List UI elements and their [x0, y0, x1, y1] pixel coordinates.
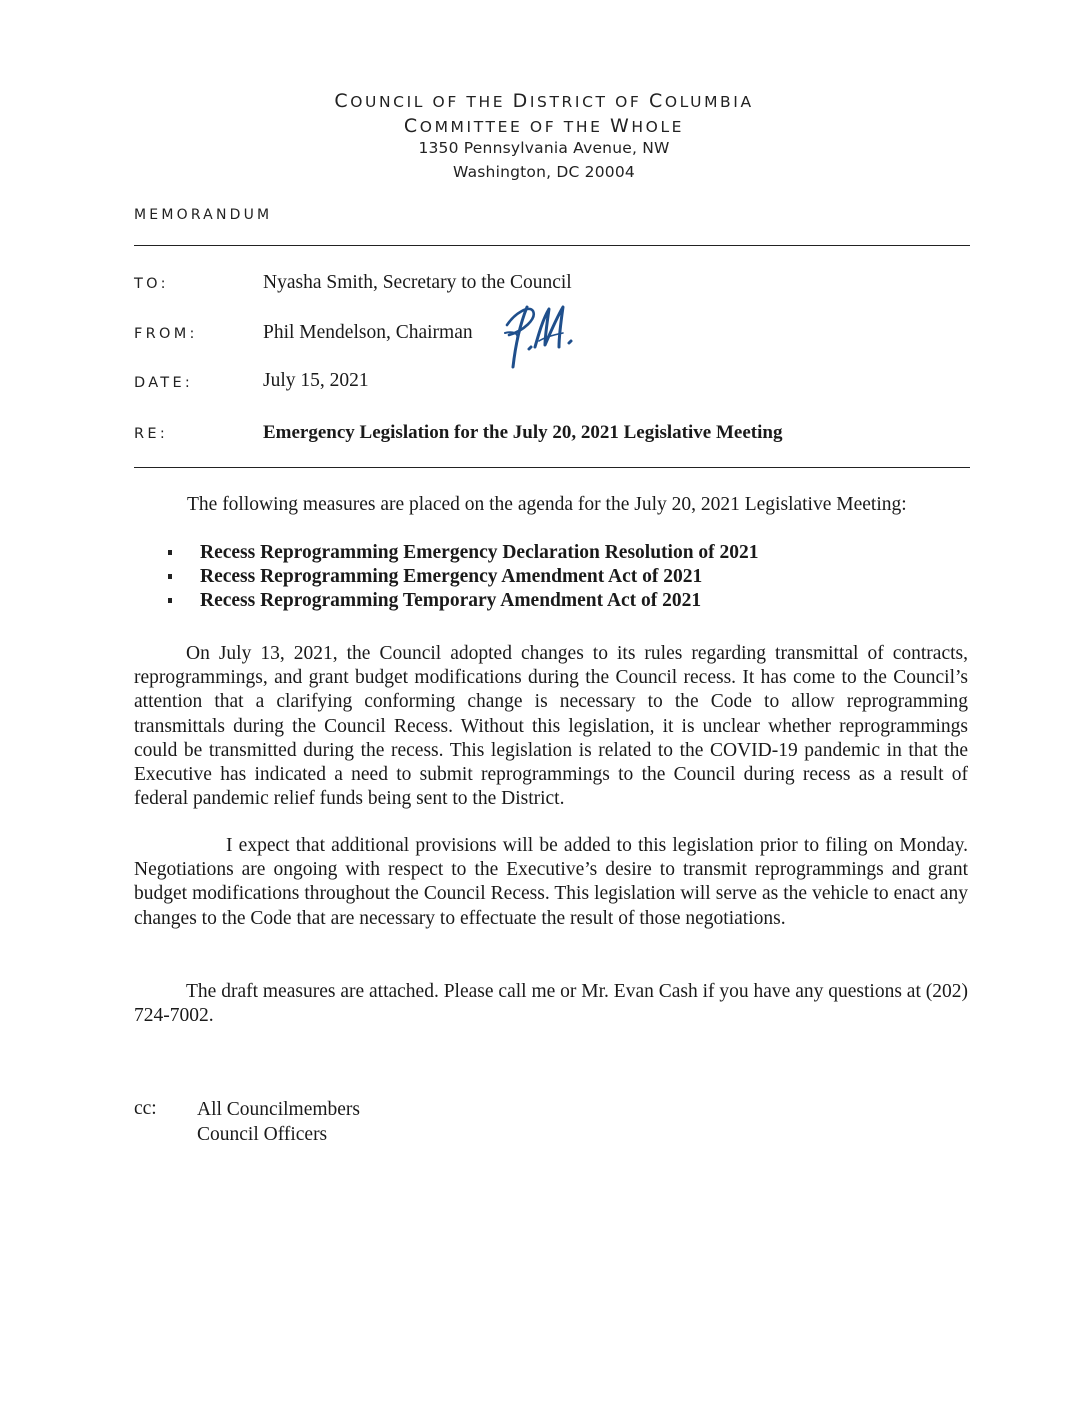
to-value: Nyasha Smith, Secretary to the Council	[263, 272, 572, 293]
measures-list	[168, 542, 759, 614]
measure-title: Recess Reprogramming Emergency Declaration Resolution of 2021	[200, 542, 759, 563]
bullet-icon	[168, 550, 172, 555]
list-item	[168, 566, 759, 590]
intro-text: The following measures are placed on the agenda for the July 20, 2021 Legislative Meeting:	[187, 494, 907, 515]
header-divider	[134, 245, 970, 246]
cc-recipient: All Councilmembers	[197, 1099, 361, 1120]
memorandum-label: MEMORANDUM	[134, 207, 273, 223]
org-name: COUNCIL OF THE DISTRICT OF COLUMBIA	[334, 90, 754, 112]
cc-label: cc:	[134, 1098, 157, 1119]
list-item	[168, 542, 759, 566]
cc-recipient: Council Officers	[197, 1123, 328, 1145]
measure-title: Recess Reprogramming Emergency Amendment Act of 2021	[200, 566, 703, 587]
bullet-icon	[168, 598, 172, 603]
date-value: July 15, 2021	[263, 370, 369, 391]
measure-title: Recess Reprogramming Temporary Amendment Act of 2021	[200, 590, 702, 611]
address-city: Washington, DC 20004	[453, 163, 635, 181]
committee-name: COMMITTEE OF THE WHOLE	[403, 115, 685, 137]
paragraph-negotiations: I expect that additional provisions will be added to this legislation prior to filing on Monday. Negotiations are ongoing with respect to the Executive’s desire to transmit reprogrammings and grant budget modifications throughout the Council Recess. This legislation will serve as the vehicle to enact any changes to the Code that are necessary to effectuate the result of those negotiations.	[134, 835, 968, 929]
re-label: RE:	[134, 426, 169, 442]
list-item	[168, 590, 759, 614]
paragraph-rules-change: On July 13, 2021, the Council adopted changes to its rules regarding transmittal of contracts, reprogrammings, and grant budget modifications during the Council recess. It has come to the Council’s attention that a clarifying conforming change is necessary to the Code to allow reprogramming transmittals during the Council Recess. Without this legislation, it is unclear whether reprogrammings could be transmitted during the recess. This legislation is related to the COVID-19 pandemic in that the Executive has indicated a need to submit reprogrammings to the Council during recess as a result of federal pandemic relief funds being sent to the District.	[134, 643, 968, 810]
fields-divider	[134, 467, 970, 468]
re-subject: Emergency Legislation for the July 20, 2021 Legislative Meeting	[263, 422, 783, 443]
paragraph-contact: The draft measures are attached. Please call me or Mr. Evan Cash if you have any questions at (202) 724-7002.	[134, 981, 968, 1027]
address-street: 1350 Pennsylvania Avenue, NW	[418, 139, 670, 157]
signature-initials	[493, 297, 583, 377]
bullet-icon	[168, 574, 172, 579]
from-label: FROM:	[134, 326, 198, 342]
cc-recipients	[197, 1098, 360, 1147]
date-label: DATE:	[134, 375, 194, 391]
from-value: Phil Mendelson, Chairman	[263, 322, 473, 343]
to-label: TO:	[134, 276, 169, 292]
